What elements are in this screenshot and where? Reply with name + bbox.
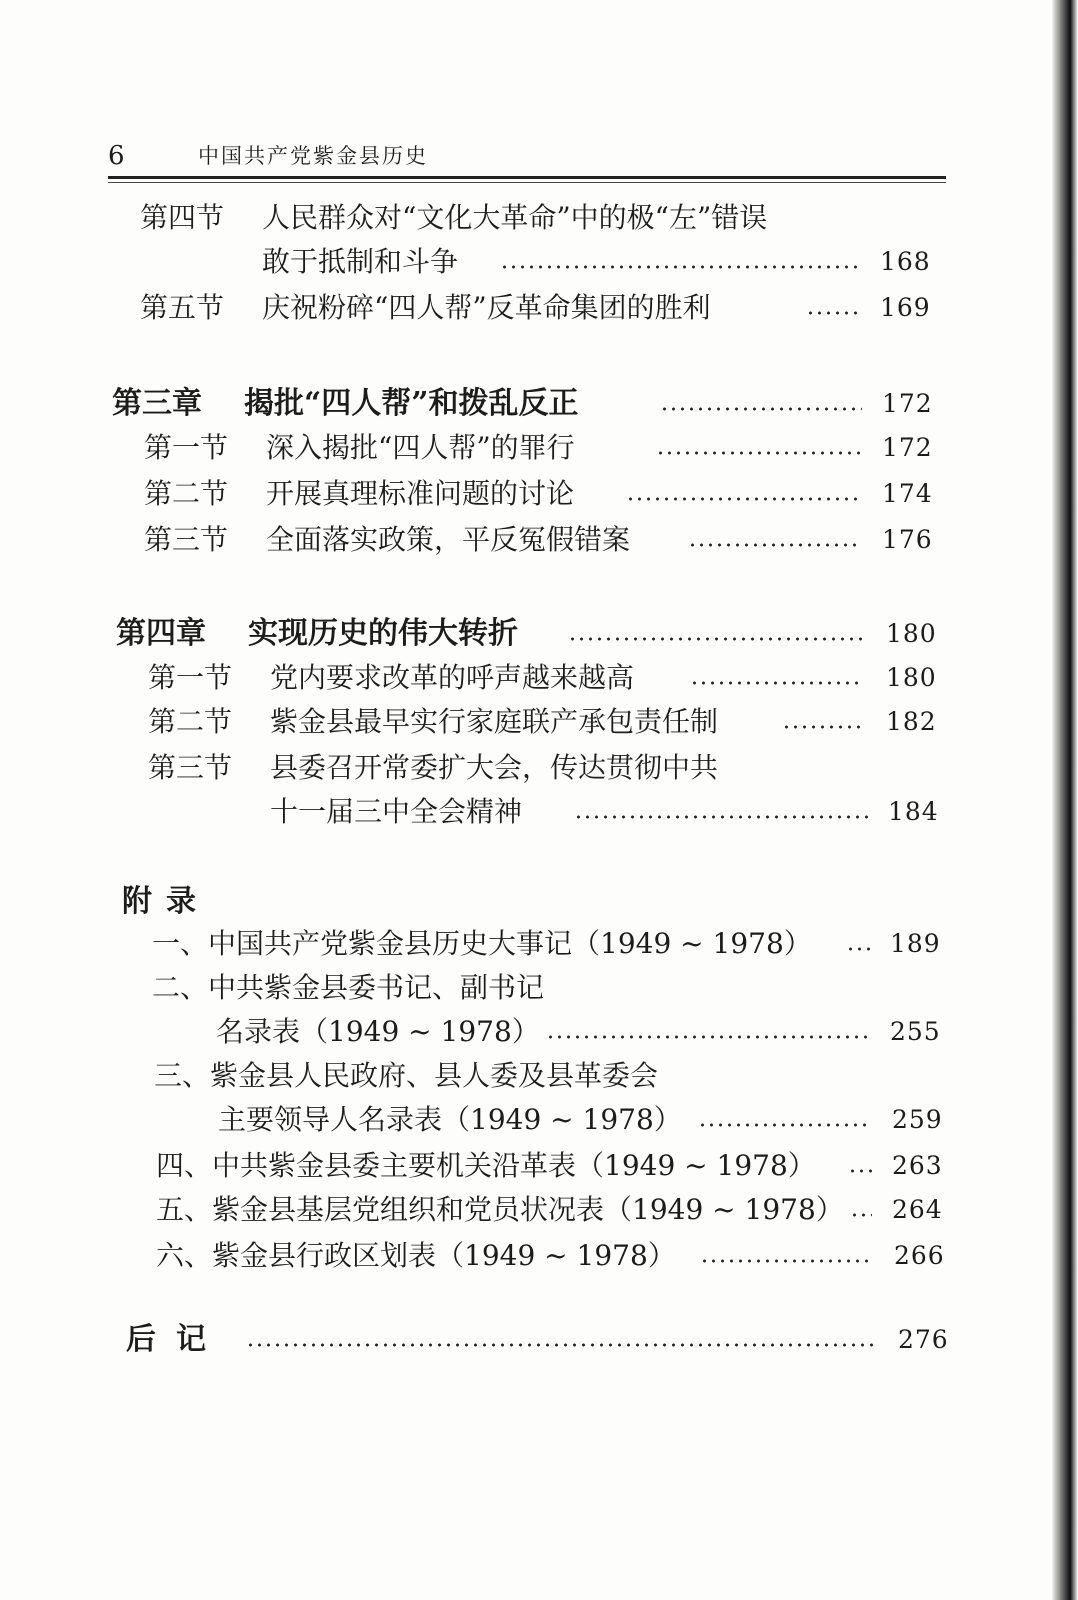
- toc-entry-ch3-section-3[interactable]: [0, 520, 1078, 560]
- section-title: 开展真理标准问题的讨论: [266, 477, 575, 510]
- page-ref: 255: [890, 1017, 941, 1046]
- section-title: 紫金县最早实行家庭联产承包责任制: [270, 705, 719, 738]
- chapter-label: 第四章: [116, 616, 206, 651]
- page-ref: 176: [882, 525, 933, 554]
- toc-entry-appendix-3-cont[interactable]: [0, 1100, 1078, 1140]
- toc-entry-ch4-section-1[interactable]: [0, 658, 1078, 698]
- page-ref: 276: [898, 1325, 949, 1354]
- appendix-item-title: 五、紫金县基层党组织和党员状况表（1949 ~ 1978）: [156, 1193, 844, 1226]
- dot-leader: [846, 947, 870, 951]
- section-title-line1: 县委召开常委扩大会，传达贯彻中共: [270, 751, 719, 784]
- toc-entry-appendix-4[interactable]: [0, 1146, 1078, 1186]
- section-label: 第二节: [148, 705, 233, 738]
- page-ref: 259: [892, 1105, 943, 1134]
- toc-entry-section-4-cont[interactable]: [0, 242, 1078, 282]
- appendix-heading: 附录: [122, 884, 210, 919]
- dot-leader: [574, 815, 868, 819]
- appendix-item-title-line1: 三、紫金县人民政府、县人委及县革委会: [154, 1059, 659, 1092]
- page-number: 6: [108, 141, 125, 171]
- page-ref: 184: [888, 797, 939, 826]
- section-label: 第三节: [148, 751, 233, 784]
- chapter-label: 第三章: [112, 386, 202, 421]
- chapter-title: 揭批“四人帮”和拨乱反正: [244, 386, 579, 421]
- dot-leader: [660, 407, 862, 411]
- dot-leader: [690, 681, 864, 685]
- toc-entry-ch3-section-1[interactable]: [0, 428, 1078, 468]
- dot-leader: [626, 497, 862, 501]
- section-label: 第二节: [144, 477, 229, 510]
- dot-leader: [500, 265, 862, 269]
- toc-entry-section-5[interactable]: [0, 288, 1078, 328]
- toc-entry-appendix-1[interactable]: [0, 924, 1078, 964]
- toc-entry-section-4[interactable]: [0, 198, 1078, 238]
- section-label: 第三节: [144, 523, 229, 556]
- running-header-title: 中国共产党紫金县历史: [198, 144, 428, 168]
- page-ref: 172: [882, 389, 933, 418]
- toc-entry-appendix-3[interactable]: [0, 1056, 1078, 1096]
- section-title: 党内要求改革的呼声越来越高: [270, 661, 635, 694]
- page-ref: 182: [886, 707, 937, 736]
- appendix-item-title: 四、中共紫金县委主要机关沿革表（1949 ~ 1978）: [156, 1149, 816, 1182]
- dot-leader: [568, 637, 864, 641]
- appendix-item-title: 六、紫金县行政区划表（1949 ~ 1978）: [156, 1239, 676, 1272]
- toc-entry-chapter-3[interactable]: [0, 384, 1078, 424]
- toc-entry-appendix-2-cont[interactable]: [0, 1012, 1078, 1052]
- page-ref: 169: [880, 293, 931, 322]
- dot-leader: [700, 1259, 874, 1263]
- toc-entry-ch3-section-2[interactable]: [0, 474, 1078, 514]
- toc-entry-appendix-6[interactable]: [0, 1236, 1078, 1276]
- page-ref: 172: [882, 433, 933, 462]
- postscript-heading: 后记: [126, 1322, 226, 1357]
- header-rule-thick: [108, 176, 946, 179]
- dot-leader: [850, 1213, 872, 1217]
- page-ref: 174: [882, 479, 933, 508]
- page-ref: 189: [890, 929, 941, 958]
- toc-entry-ch4-section-3[interactable]: [0, 748, 1078, 788]
- toc-entry-chapter-4[interactable]: [0, 614, 1078, 654]
- section-title: 庆祝粉碎“四人帮”反革命集团的胜利: [262, 291, 711, 324]
- section-title-line2: 十一届三中全会精神: [270, 795, 523, 828]
- dot-leader: [688, 543, 862, 547]
- section-title-line2: 敢于抵制和斗争: [262, 245, 459, 278]
- dot-leader: [546, 1035, 870, 1039]
- appendix-item-title-line2: 主要领导人名录表（1949 ~ 1978）: [218, 1103, 682, 1136]
- dot-leader: [806, 311, 862, 315]
- page-ref: 264: [892, 1195, 943, 1224]
- section-label: 第四节: [140, 201, 225, 234]
- appendix-item-title-line2: 名录表（1949 ~ 1978）: [216, 1015, 540, 1048]
- toc-entry-ch4-section-3-cont[interactable]: [0, 792, 1078, 832]
- page-ref: 266: [894, 1241, 945, 1270]
- toc-entry-appendix-5[interactable]: [0, 1190, 1078, 1230]
- dot-leader: [698, 1123, 872, 1127]
- section-title-line1: 人民群众对“文化大革命”中的极“左”错误: [262, 201, 768, 234]
- appendix-item-title: 一、中国共产党紫金县历史大事记（1949 ~ 1978）: [152, 927, 812, 960]
- section-title: 全面落实政策，平反冤假错案: [266, 523, 631, 556]
- section-label: 第一节: [144, 431, 229, 464]
- page-ref: 263: [892, 1151, 943, 1180]
- appendix-item-title-line1: 二、中共紫金县委书记、副书记: [152, 971, 545, 1004]
- page-ref: 180: [886, 663, 937, 692]
- toc-entry-appendix-2[interactable]: [0, 968, 1078, 1008]
- toc-entry-ch4-section-2[interactable]: [0, 702, 1078, 742]
- dot-leader: [848, 1169, 872, 1173]
- dot-leader: [782, 725, 864, 729]
- dot-leader: [246, 1343, 876, 1347]
- header-rule-thin: [108, 182, 946, 183]
- toc-entry-postscript[interactable]: [0, 1320, 1078, 1360]
- section-label: 第一节: [148, 661, 233, 694]
- page-ref: 180: [886, 619, 937, 648]
- chapter-title: 实现历史的伟大转折: [248, 616, 518, 651]
- section-title: 深入揭批“四人帮”的罪行: [266, 431, 575, 464]
- dot-leader: [656, 451, 862, 455]
- section-label: 第五节: [140, 291, 225, 324]
- page-ref: 168: [880, 247, 931, 276]
